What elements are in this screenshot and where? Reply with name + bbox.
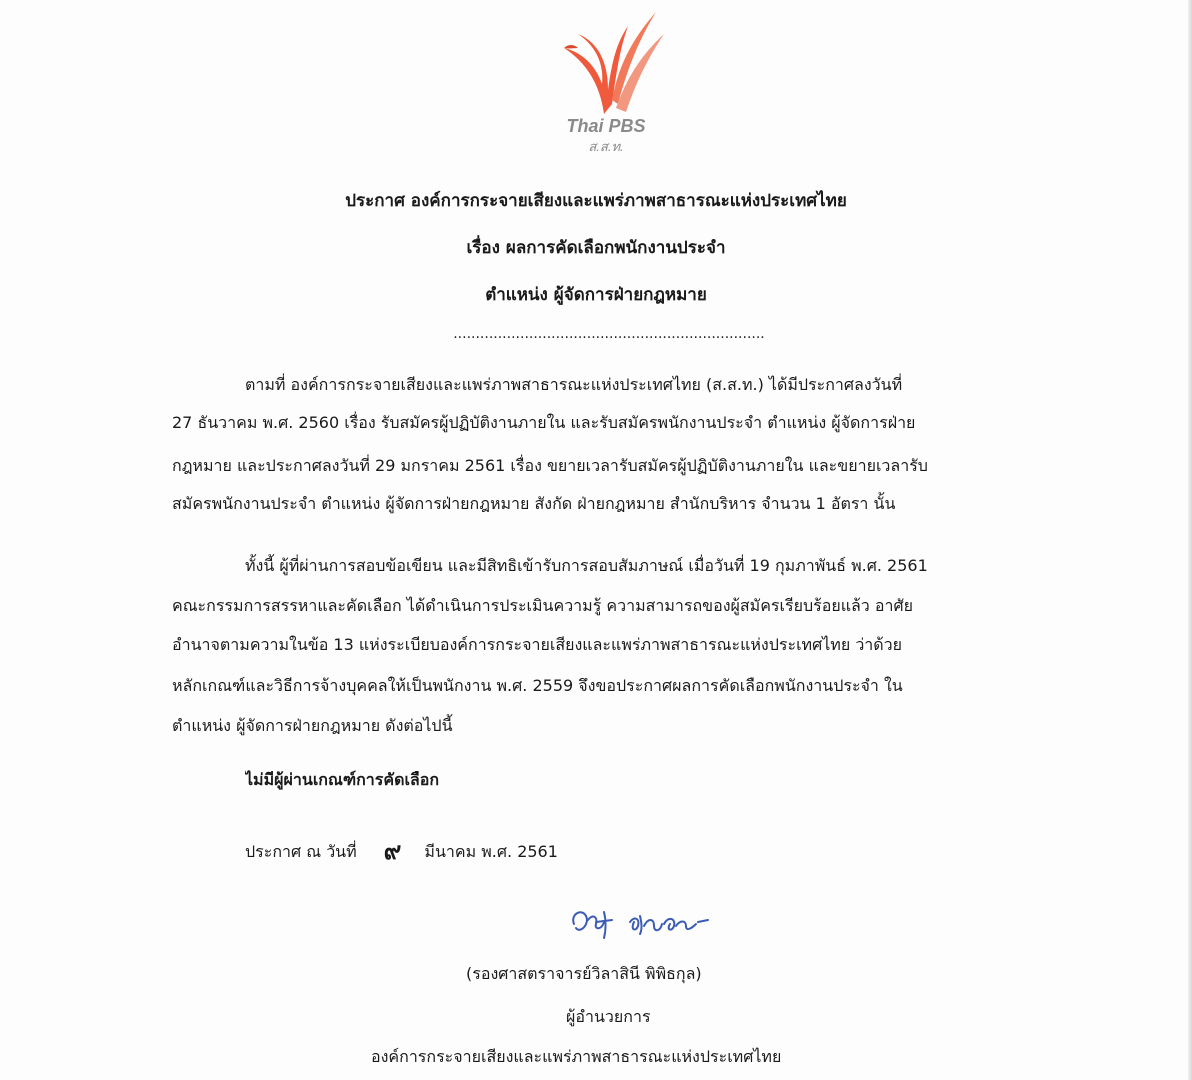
announcement-subject: เรื่อง ผลการคัดเลือกพนักงานประจำ: [466, 238, 726, 258]
paragraph1-line: สมัครพนักงานประจำ ตำแหน่ง ผู้จัดการฝ่ายกฎหมาย สังกัด ฝ่ายกฎหมาย สำนักบริหาร จำนวน 1 อัตรา นั้น: [172, 494, 896, 513]
paragraph1-line: กฎหมาย และประกาศลงวันที่ 29 มกราคม 2561 เรื่อง ขยายเวลารับสมัครผู้ปฏิบัติงานภายใน และขยายเวลารับ: [172, 456, 928, 475]
logo-sub-text: ส.ส.ท.: [588, 139, 624, 154]
bird-icon: [556, 4, 666, 119]
handwritten-signature: [568, 900, 728, 946]
signatory-organization: องค์การกระจายเสียงและแพร่ภาพสาธารณะแห่งประเทศไทย: [371, 1047, 782, 1066]
announcement-title: ประกาศ องค์การกระจายเสียงและแพร่ภาพสาธารณะแห่งประเทศไทย: [345, 191, 847, 211]
paragraph2-line: ตำแหน่ง ผู้จัดการฝ่ายกฎหมาย ดังต่อไปนี้: [172, 716, 453, 735]
signatory-title: ผู้อำนวยการ: [566, 1007, 651, 1026]
dotted-separator: ......................................................................: [453, 326, 765, 342]
date-suffix: มีนาคม พ.ศ. 2561: [424, 842, 558, 861]
announcement-date: [245, 831, 558, 870]
paragraph2-line: ทั้งนี้ ผู้ที่ผ่านการสอบข้อเขียน และมีสิทธิเข้ารับการสอบสัมภาษณ์ เมื่อวันที่ 19 กุมภาพันธ์ พ.ศ. 2561: [245, 556, 928, 575]
selection-result: ไม่มีผู้ผ่านเกณฑ์การคัดเลือก: [245, 770, 440, 789]
paragraph1-line: ตามที่ องค์การกระจายเสียงและแพร่ภาพสาธารณะแห่งประเทศไทย (ส.ส.ท.) ได้มีประกาศลงวันที่: [245, 375, 903, 394]
announcement-position: ตำแหน่ง ผู้จัดการฝ่ายกฎหมาย: [485, 285, 707, 305]
paragraph2-line: อำนาจตามความในข้อ 13 แห่งระเบียบองค์การกระจายเสียงและแพร่ภาพสาธารณะแห่งประเทศไทย ว่าด้วย: [172, 635, 903, 654]
signatory-name: (รองศาสตราจารย์วิลาสินี พิพิธกุล): [466, 964, 702, 983]
handwritten-day: ๙: [383, 836, 402, 865]
date-prefix: ประกาศ ณ วันที่: [245, 842, 357, 861]
paragraph2-line: หลักเกณฑ์และวิธีการจ้างบุคคลให้เป็นพนักงาน พ.ศ. 2559 จึงขอประกาศผลการคัดเลือกพนักงานประจำ ใน: [172, 676, 903, 695]
thai-pbs-logo: [556, 4, 666, 154]
page-edge: [1188, 0, 1192, 1080]
logo-brand-text: Thai PBS: [566, 116, 646, 136]
paragraph1-line: 27 ธันวาคม พ.ศ. 2560 เรื่อง รับสมัครผู้ปฏิบัติงานภายใน และรับสมัครพนักงานประจำ ตำแหน่ง ผู้จัดการฝ่าย: [172, 413, 916, 432]
paragraph2-line: คณะกรรมการสรรหาและคัดเลือก ได้ดำเนินการประเมินความรู้ ความสามารถของผู้สมัครเรียบร้อยแล้ว อาศัย: [172, 596, 913, 615]
